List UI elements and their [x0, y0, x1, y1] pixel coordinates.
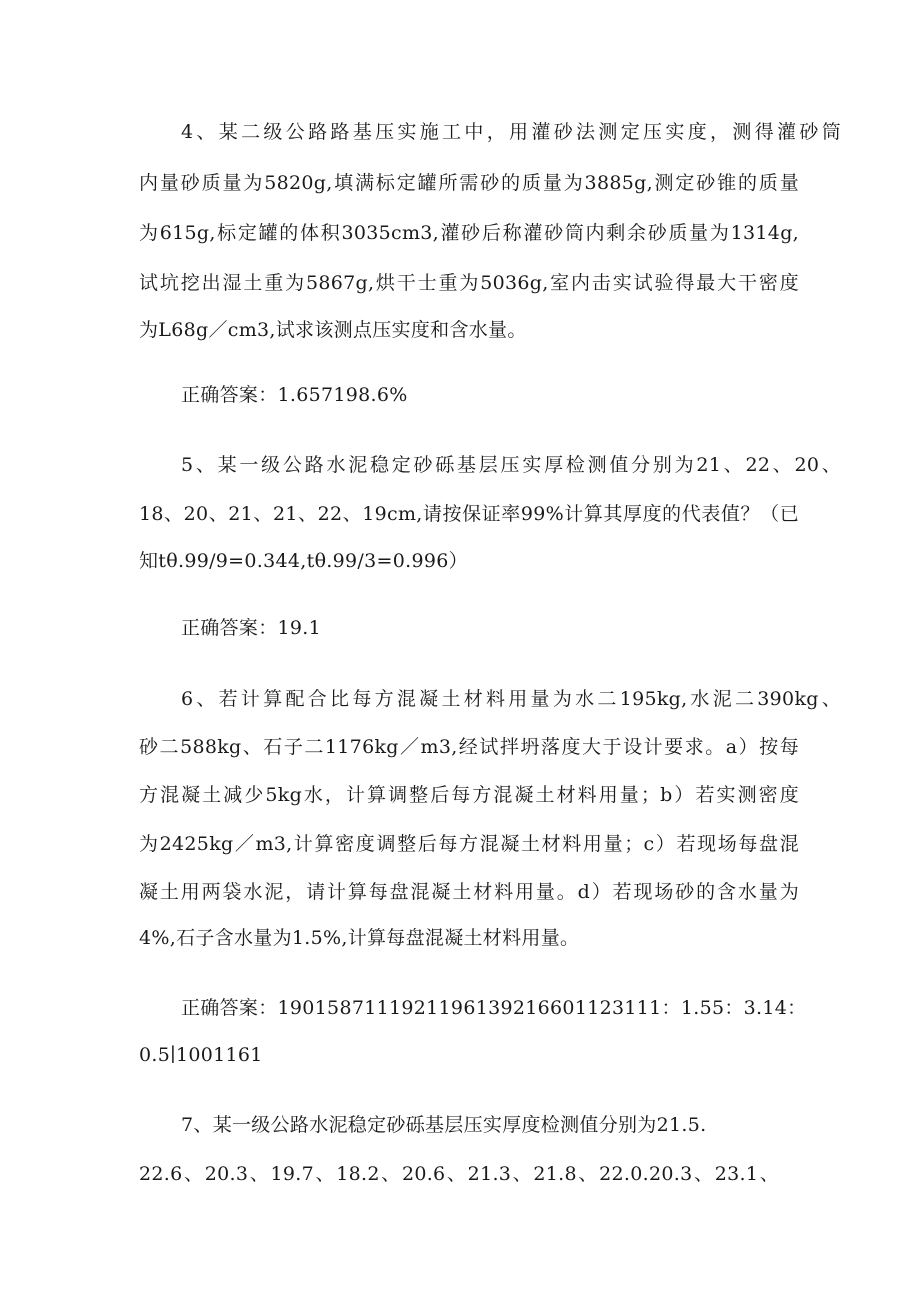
q4-line-2: 内量砂质量为5820g,填满标定罐所需砂的质量为3885g,测定砂锥的质量	[139, 172, 799, 194]
q5-answer: 正确答案：19.1	[181, 617, 322, 639]
q7-line-2: 22.6、20.3、19.7、18.2、20.6、21.3、21.8、22.0.20.3、23.1、	[139, 1163, 779, 1185]
q4-line-5: 为L68g／cm3,试求该测点压实度和含水量。	[139, 319, 527, 341]
q6-answer-line-1: 正确答案：19015871119211961392166011231​11：1.55：3.14：	[181, 997, 807, 1019]
q6-line-4: 为2425kg／m3,计算密度调整后每方混凝土材料用量；c）若现场每盘混	[139, 833, 799, 855]
q4-line-3: 为615g,标定罐的体积3035cm3,灌砂后称灌砂筒内剩余砂质量为1314g,	[139, 222, 799, 244]
q5-line-1: 5、某一级公路水泥稳定砂砾基层压实厚检测值分别为21、22、20、	[181, 454, 841, 476]
q4-answer: 正确答案：1.657198.6%	[181, 384, 408, 406]
q7-line-1: 7、某一级公路水泥稳定砂砾基层压实厚度检测值分别为21.5.	[181, 1114, 707, 1136]
q6-line-1: 6、若计算配合比每方混凝土材料用量为水二195kg,水泥二390kg、	[181, 688, 841, 710]
q5-line-2: 18、20、21、21、22、19cm,请按保证率99%计算其厚度的代表值？（已	[139, 503, 799, 525]
q6-line-6: 4%,石子含水量为1.5%,计算每盘混凝土材料用量。	[139, 927, 580, 949]
q6-answer-line-2: 0.5∣1001161	[139, 1044, 263, 1066]
q6-line-2: 砂二588kg、石子二1176kg／m3,经试拌坍落度大于设计要求。a）按每	[139, 736, 799, 758]
q6-line-5: 凝土用两袋水泥，请计算每盘混凝土材料用量。d）若现场砂的含水量为	[139, 881, 799, 903]
q4-line-1: 4、某二级公路路基压实施工中，用灌砂法测定压实度，测得灌砂筒	[181, 121, 841, 143]
q5-line-3: 知tθ.99/9=0.344,tθ.99/3=0.996）	[139, 550, 468, 572]
q4-line-4: 试坑挖出湿土重为5867g,烘干士重为5036g,室内击实试验得最大干密度	[139, 272, 799, 294]
q6-line-3: 方混凝土减少5kg水，计算调整后每方混凝土材料用量；b）若实测密度	[139, 784, 799, 806]
